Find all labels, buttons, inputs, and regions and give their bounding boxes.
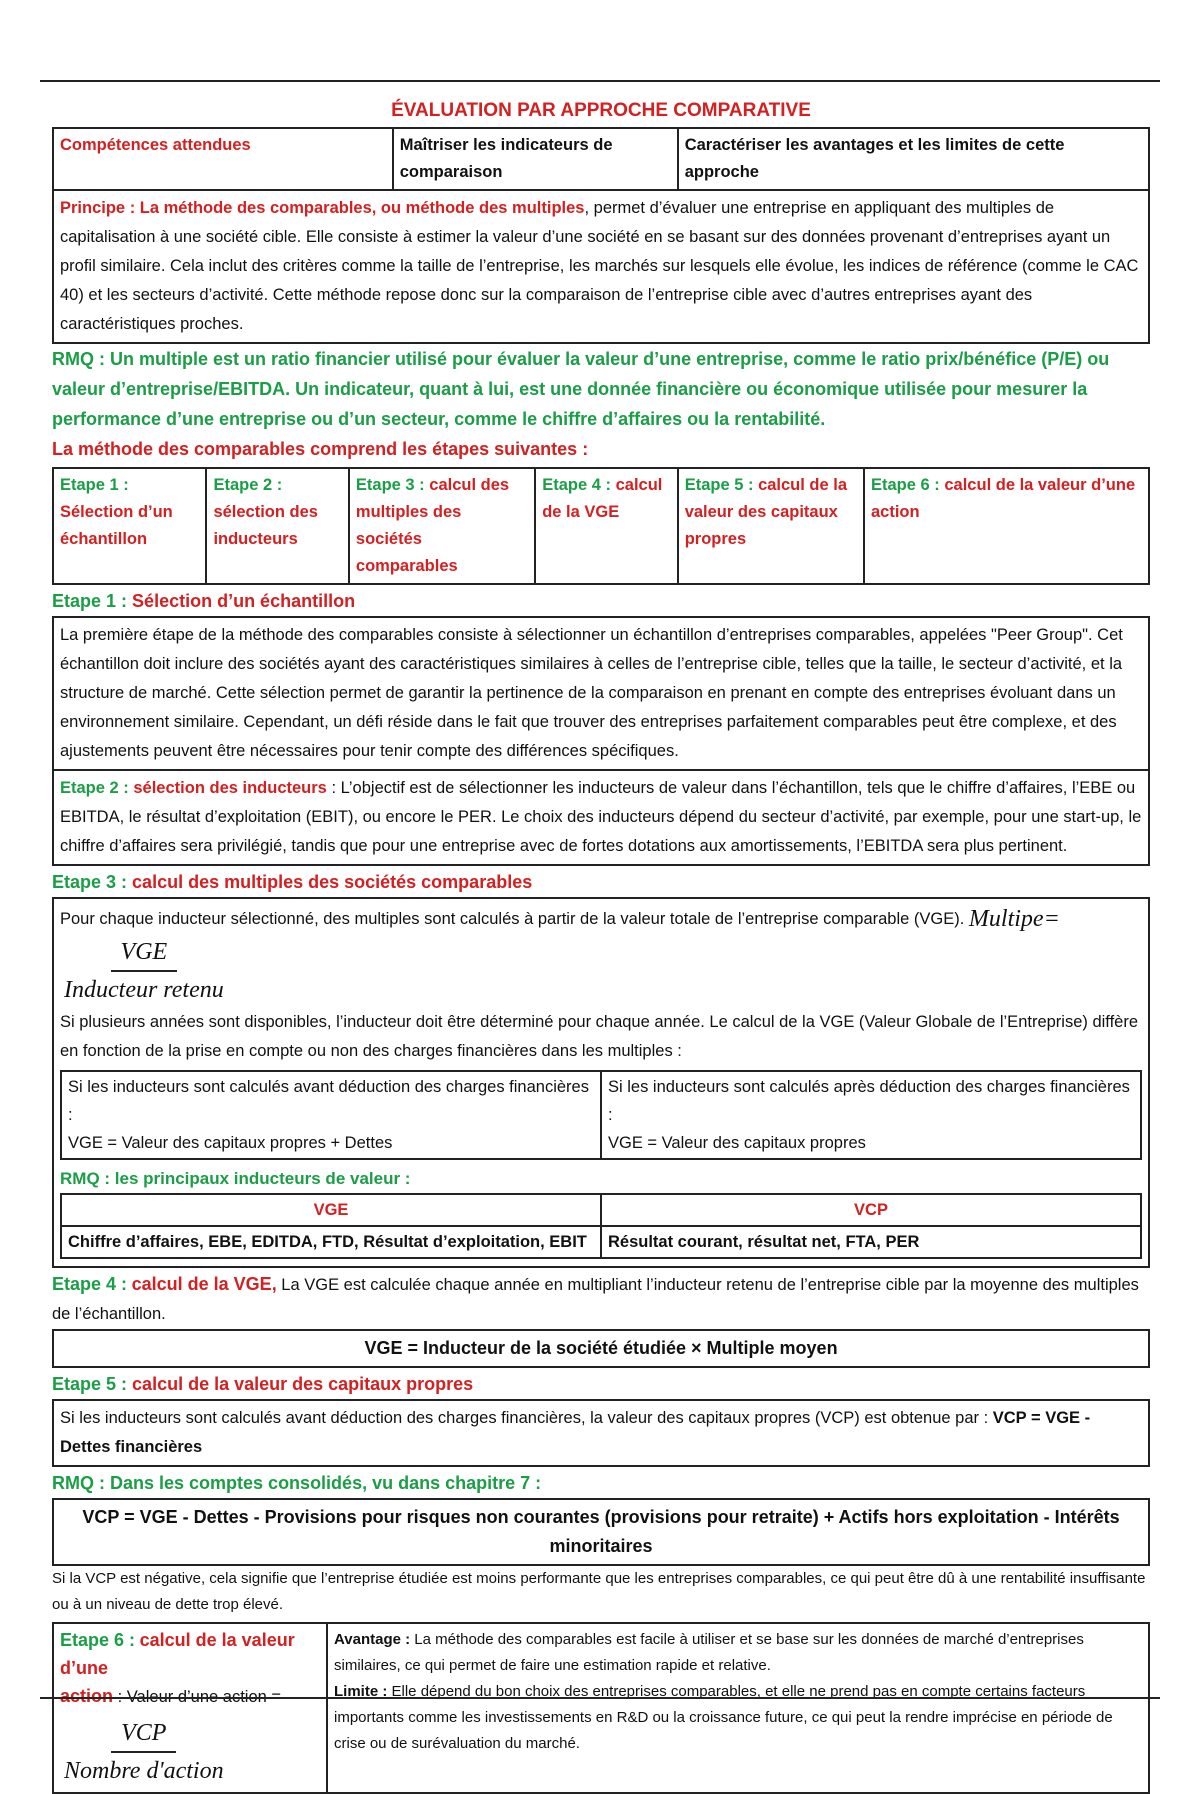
fraction-numerator: VGE [111,934,178,972]
top-rule [40,80,1160,82]
limite [334,1679,1142,1757]
etape6-label: calcul de la valeur d’une [60,1630,295,1679]
fraction-denominator: Nombre d'action [64,1758,224,1785]
step-label: calcul de la valeur des capitaux propres [684,476,848,548]
multiple-formula-label: Multipe= [968,906,1060,933]
page-title: ÉVALUATION PAR APPROCHE COMPARATIVE [391,100,811,121]
rmq-inducteurs: RMQ : les principaux inducteurs de valeur : [60,1169,411,1189]
fraction-numerator: VCP [111,1715,176,1753]
etape3-text1: Pour chaque inducteur sélectionné, des multiples sont calculés à partir de la valeur totale de l’entreprise comparable (VGE). [60,910,965,928]
etape3-box [52,897,1150,1268]
case-before [61,1071,601,1159]
etape4-label: calcul de la VGE, [131,1274,277,1295]
etape2-box [52,771,1150,866]
etape3-label: calcul des multiples des sociétés comparables [132,872,533,892]
step-num: Etape 4 : [542,476,611,494]
etape3-num: Etape 3 : [52,872,128,892]
competences-table [52,127,1150,191]
step-cell-2 [206,468,348,584]
etape4-heading [52,1270,1150,1329]
vcp-formula: VCP = VGE - Dettes financières [60,1409,1091,1457]
step-cell-1 [53,468,206,584]
fraction-denominator: Inducteur retenu [64,977,224,1004]
steps-intro: La méthode des comparables comprend les étapes suivantes : [52,439,589,459]
case-before-line2: VGE = Valeur des capitaux propres + Dettes [68,1134,393,1153]
list-vge: Chiffre d’affaires, EBE, EDITDA, FTD, Résultat d’exploitation, EBIT [61,1226,601,1258]
step-cell-5 [678,468,864,584]
rmq-consolides: RMQ : Dans les comptes consolidés, vu dans chapitre 7 : [52,1473,542,1494]
multiple-fraction [60,934,228,1008]
step-num: Etape 3 : [355,476,425,494]
etape6-num: Etape 6 : [60,1630,136,1651]
etape4-text: La VGE est calculée chaque année en multipliant l’inducteur retenu de l’entreprise cible par la moyenne des multiples de l’échantillon. [52,1276,1139,1324]
etape2-label: sélection des inducteurs [133,779,327,797]
etape2-text: : L’objectif est de sélectionner les inducteurs de valeur dans l’échantillon, tels que le chiffre d’affaires, l’EBE ou EBITDA, le résultat d’exploitation (EBIT), ou encore le PER. Le choix des inducteurs dépend du secteur d’activité, par exemple, pour une start-up, le chiffre d’affaires sera privilégié, tandis que pour une entreprise avec de fortes dotations aux amortissements, l’EBITDA sera plus pertinent. [60,779,1142,855]
step-label: calcul des multiples des sociétés comparables [355,476,510,575]
etape1-box: La première étape de la méthode des comparables consiste à sélectionner un échantillon d’entreprises comparables, appelées "Peer Group". Cet échantillon doit inclure des sociétés ayant des caractéristiques similaires à celles de l’entreprise cible, telles que la taille, le secteur d’activité, et la structure de marché. Cette sélection permet de garantir la pertinence de la comparaison en prenant en compte des entreprises évoluant dans un environnement similaire. Cependant, un défi réside dans le fait que trouver des entreprises parfaitement comparables peut être complexe, et des ajustements peuvent être nécessaires pour tenir compte des différences spécifiques. [52,616,1150,771]
rmq-multiple: RMQ : Un multiple est un ratio financier utilisé pour évaluer la valeur d’une entreprise, comme le ratio prix/bénéfice (P/E) ou valeur d’entreprise/EBITDA. Un indicateur, quant à lui, est une donnée financière ou économique utilisée pour mesurer la performance d’une entreprise ou d’un secteur, comme le chiffre d’affaires ou la rentabilité. [52,349,1110,429]
limite-label: Limite : [334,1683,388,1701]
step-label: calcul de la valeur d’une action [871,476,1136,521]
col-vcp: VCP [601,1194,1141,1226]
competences-label: Compétences attendues [53,128,393,190]
vge-cases-table [60,1070,1142,1160]
avantage [334,1627,1142,1679]
etape4-num: Etape 4 : [52,1274,128,1295]
step-label: calcul de la VGE [542,476,663,521]
case-after-line2: VGE = Valeur des capitaux propres [608,1134,866,1153]
step-cell-6 [864,468,1149,584]
etape3-formula-line [60,905,1142,1008]
etape6-cell [53,1623,327,1793]
etape5-box [52,1399,1150,1467]
case-after [601,1071,1141,1159]
etape3-heading [52,868,1150,897]
step-label: sélection des inducteurs [213,503,318,548]
step-cell-4 [535,468,677,584]
col-vge: VGE [61,1194,601,1226]
vcp-negative-note: Si la VCP est négative, cela signifie que l’entreprise étudiée est moins performante que les entreprises comparables, ce qui peut être dû à une rentabilité insuffisante ou à un niveau de dette trop élevé. [52,1570,1146,1614]
competence-1: Maîtriser les indicateurs de comparaison [393,128,678,190]
document-page [52,100,1150,1794]
etape1-label: Sélection d’un échantillon [132,591,356,611]
avantage-text: La méthode des comparables est facile à utiliser et se base sur les données de marché d’entreprises similaires, ce qui permet de faire une estimation rapide et relative. [334,1631,1084,1675]
etape5-num: Etape 5 : [52,1374,128,1395]
case-before-line1: Si les inducteurs sont calculés avant déduction des charges financières : [68,1078,589,1125]
etape6-label2: action [60,1686,114,1707]
step-num: Etape 5 : [684,476,754,494]
bottom-rule [40,1697,1160,1699]
avantage-limite-cell [327,1623,1149,1793]
action-fraction [60,1715,228,1789]
step-label: Sélection d’un échantillon [60,503,173,548]
case-after-line1: Si les inducteurs sont calculés après déduction des charges financières : [608,1078,1130,1125]
etape3-text2: Si plusieurs années sont disponibles, l’inducteur doit être déterminé pour chaque année. Le calcul de la VGE (Valeur Globale de l’Entreprise) diffère en fonction de la prise en compte ou non des charges financières dans les multiples : [60,1013,1139,1061]
step-num: Etape 1 : [60,476,129,494]
vge-formula: VGE = Inducteur de la société étudiée × Multiple moyen [52,1329,1150,1368]
vcp-consolidated-formula: VCP = VGE - Dettes - Provisions pour risques non courantes (provisions pour retraite) + Actifs hors exploitation - Intérêts minoritaires [52,1498,1150,1566]
competence-2: Caractériser les avantages et les limites de cette approche [678,128,1149,190]
etape5-heading [52,1370,1150,1399]
principe-box [52,191,1150,344]
principe-lead: Principe : La méthode des comparables, ou méthode des multiples [60,199,585,217]
etape6-text: : Valeur d’une action = [113,1688,282,1707]
etape1-num: Etape 1 : [52,591,128,611]
step-num: Etape 6 : [871,476,940,494]
list-vcp: Résultat courant, résultat net, FTA, PER [601,1226,1141,1258]
etape2-num: Etape 2 : [60,779,129,797]
step-cell-3 [349,468,535,584]
etape5-label: calcul de la valeur des capitaux propres [132,1374,474,1395]
inducteurs-table [60,1193,1142,1259]
principe-text: , permet d’évaluer une entreprise en appliquant des multiples de capitalisation à une société cible. Elle consiste à estimer la valeur d’une société en se basant sur des données provenant d’entreprises ayant un profil similaire. Cela inclut des critères comme la taille de l’entreprise, les marchés sur lesquels elle évolue, les indices de référence (comme le CAC 40) et les secteurs d’activité. Cette méthode repose donc sur la comparaison de l’entreprise cible avec d’autres entreprises ayant des caractéristiques proches. [60,199,1139,333]
avantage-label: Avantage : [334,1631,411,1649]
step-num: Etape 2 : [213,476,283,494]
etape5-text: Si les inducteurs sont calculés avant déduction des charges financières, la valeur des capitaux propres (VCP) est obtenue par : [60,1409,993,1428]
etape6-table [52,1622,1150,1794]
etape1-heading [52,587,1150,616]
limite-text: Elle dépend du bon choix des entreprises comparables, et elle ne prend pas en compte certains facteurs importants comme les investissements en R&D ou la croissance future, ce qui peut la rendre imprécise en période de crise ou de surévaluation du marché. [334,1683,1113,1753]
steps-table [52,467,1150,585]
